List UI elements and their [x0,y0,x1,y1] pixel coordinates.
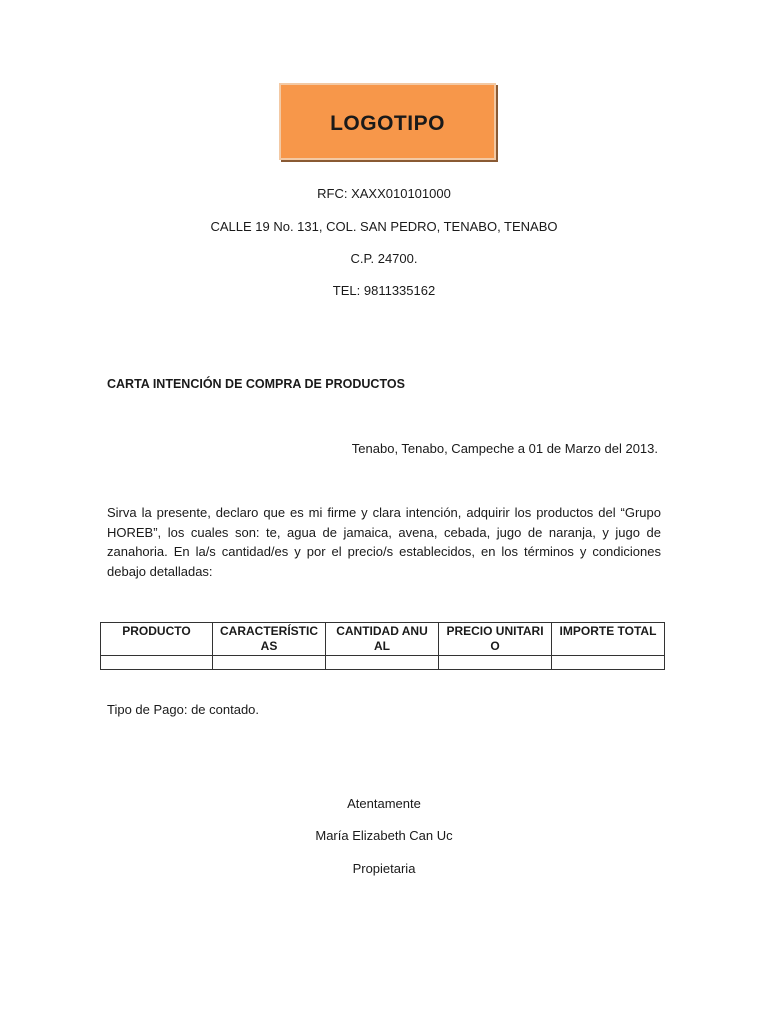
header-caracteristicas: CARACTERÍSTICAS [213,623,326,656]
letter-body: Sirva la presente, declaro que es mi firme y clara intención, adquirir los productos del “Grupo HOREB”, los cuales son: te, agua de jamaica, avena, cebada, jugo de naranja, y jugo de zanahoria. En la/s cantidad/es y por el precio/s establecidos, en los términos y condiciones debajo detalladas: [107,505,661,579]
rfc-line: RFC: XAXX010101000 [317,186,451,201]
table-row [101,656,665,670]
signer-name: María Elizabeth Can Uc [315,828,453,843]
header-precio-unitario: PRECIO UNITARIO [439,623,552,656]
table-cell [552,656,665,670]
signer-role: Propietaria [352,861,416,876]
letter-title: CARTA INTENCIÓN DE COMPRA DE PRODUCTOS [107,377,405,391]
logo-placeholder [279,83,496,160]
date-line: Tenabo, Tenabo, Campeche a 01 de Marzo del 2013. [351,441,658,456]
header-importe-total: IMPORTE TOTAL [552,623,665,656]
table-cell [101,656,213,670]
table-cell [439,656,552,670]
postal-code-line: C.P. 24700. [350,251,418,266]
closing-salutation: Atentamente [347,796,421,811]
table-cell [213,656,326,670]
address-line: CALLE 19 No. 131, COL. SAN PEDRO, TENABO, TENABO [210,219,558,234]
header-producto: PRODUCTO [101,623,213,656]
table-header-row [101,623,665,656]
logo-text: LOGOTIPO [330,111,445,135]
products-table [100,622,665,670]
header-cantidad-anual: CANTIDAD ANUAL [326,623,439,656]
table-cell [326,656,439,670]
payment-type: Tipo de Pago: de contado. [107,702,260,717]
phone-line: TEL: 9811335162 [332,283,436,298]
